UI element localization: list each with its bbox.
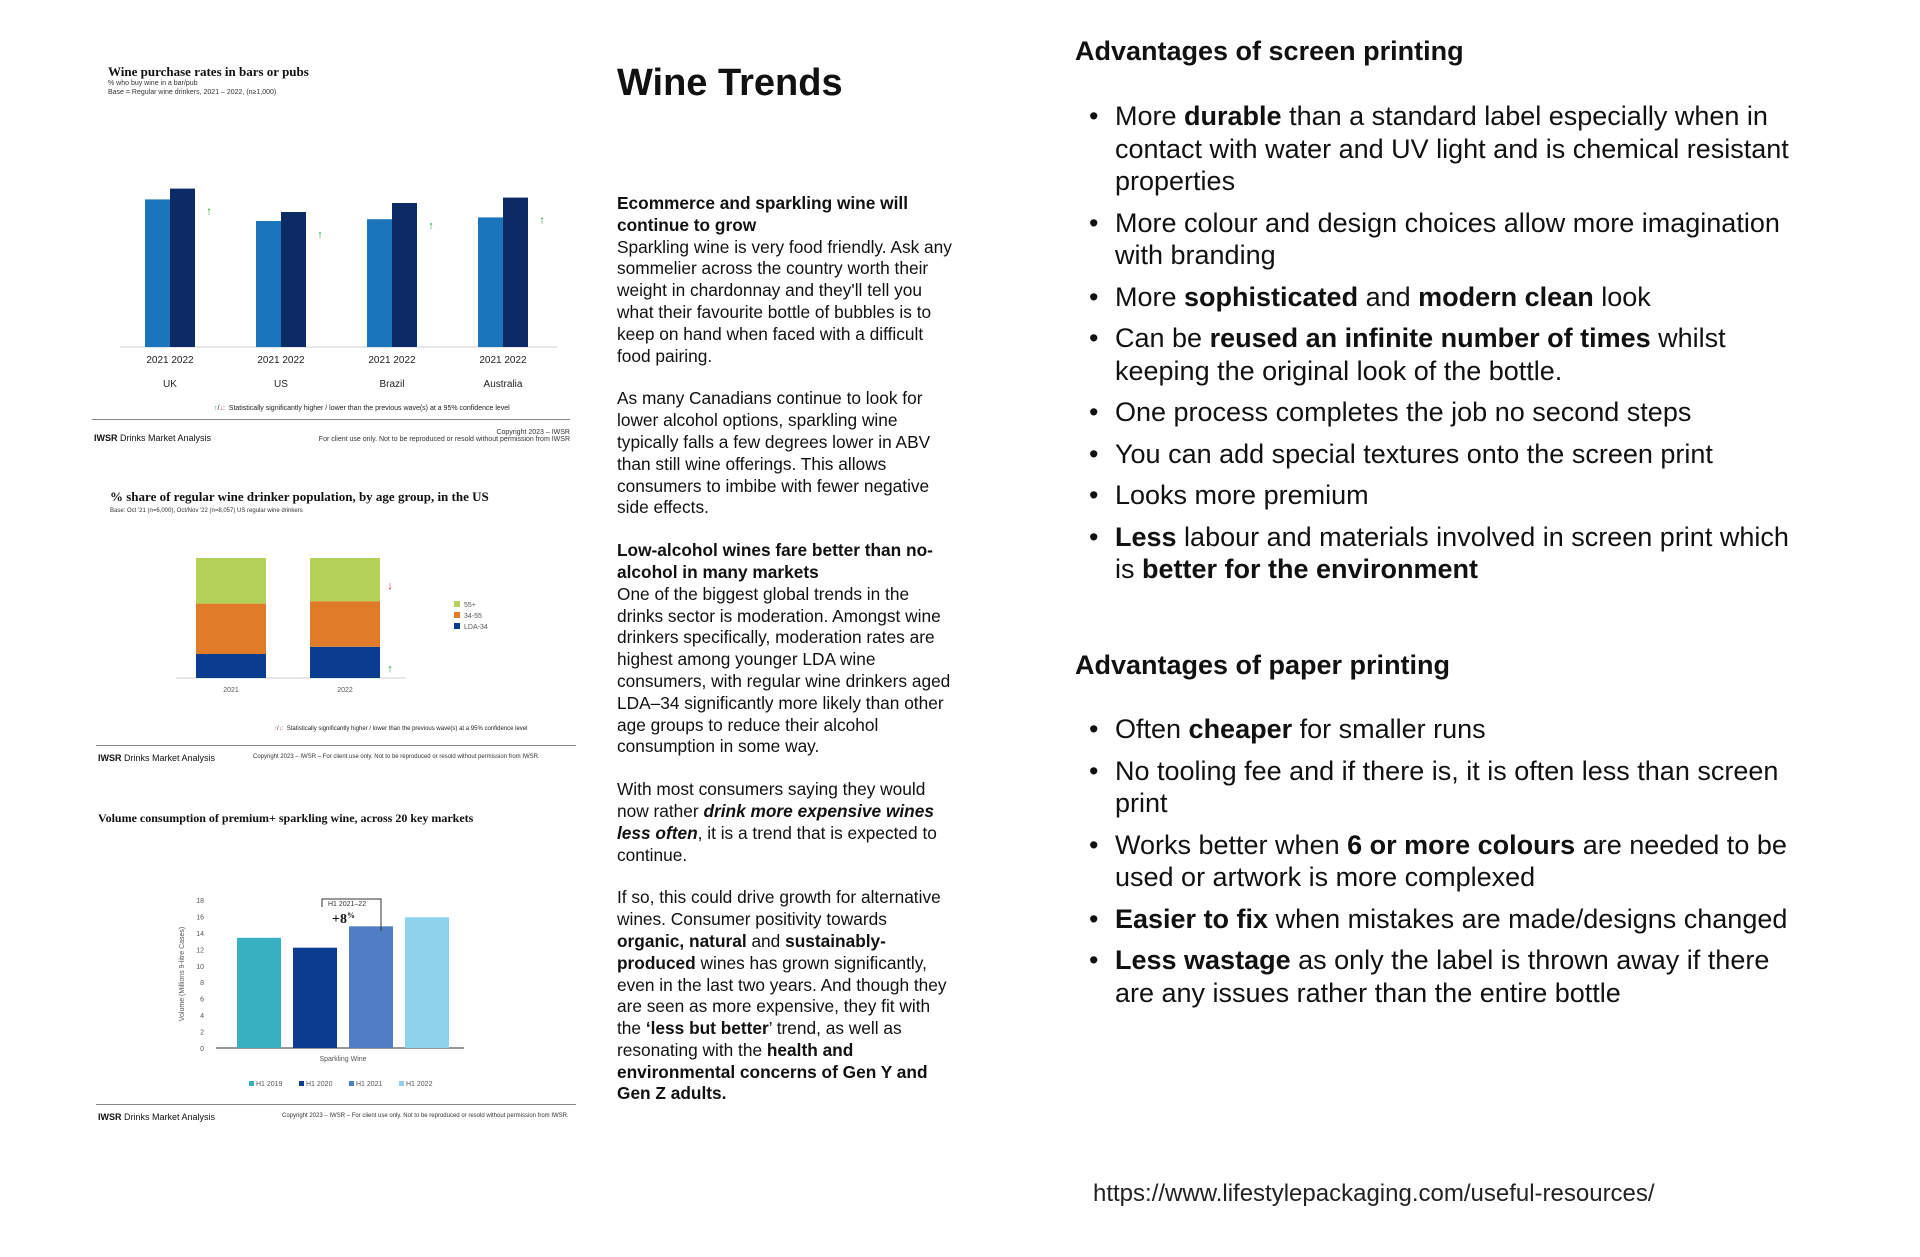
chart1-bar xyxy=(367,219,392,347)
paper-advantage-item xyxy=(1075,944,1795,1009)
chart3-legend-swatch xyxy=(249,1081,254,1086)
screen-advantage-item xyxy=(1075,207,1795,272)
chart1-significance-note: ↑/↓: Statistically significantly higher / lower than the previous wave(s) at a 95% confidence level xyxy=(214,405,510,412)
chart2-legend-swatch xyxy=(454,623,460,629)
chart2-rule xyxy=(96,745,576,746)
chart3-legend-label: H1 2021 xyxy=(356,1081,383,1088)
screen-advantage-item-text: durable xyxy=(1184,101,1282,131)
chart2-footer: IWSR Drinks Market Analysis xyxy=(98,753,216,763)
wine-trends-title: Wine Trends xyxy=(617,62,843,104)
screen-advantage-item xyxy=(1075,438,1795,471)
paper-advantage-item xyxy=(1075,903,1795,936)
paper-printing-list xyxy=(1075,713,1795,1018)
chart3-copyright: Copyright 2023 – IWSR – For client use only. Not to be reproduced or resold without permission from IWSR. xyxy=(282,1113,569,1119)
chart3-y-tick: 18 xyxy=(196,898,204,905)
chart-age-group-share xyxy=(96,486,576,768)
chart2-legend-label: 34-55 xyxy=(464,613,482,620)
screen-advantage-item-text: Less xyxy=(1115,521,1177,552)
screen-advantage-item-text: labour and materials involved in screen print which is xyxy=(1115,521,1789,584)
paper-printing-heading: Advantages of paper printing xyxy=(1075,650,1451,680)
chart1-bar xyxy=(281,212,306,347)
screen-advantage-item xyxy=(1075,322,1795,387)
screen-advantage-item-text: sophisticated xyxy=(1184,281,1359,312)
screen-advantage-item xyxy=(1075,479,1795,512)
paper-advantage-item-text: as only the label is thrown away if there are any issues rather than the entire bottle xyxy=(1115,945,1770,1008)
chart2-legend-swatch xyxy=(454,612,460,618)
paper-advantage-item-text: for smaller runs xyxy=(1292,714,1486,744)
chart2-significance-note: ↑/↓: Statistically significantly higher / lower than the previous wave(s) at a 95% confidence level xyxy=(274,726,528,732)
chart3-legend-swatch xyxy=(299,1081,304,1086)
chart2-down-arrow: ↓ xyxy=(387,580,393,592)
chart1-bar xyxy=(478,217,503,347)
paper-advantage-item-text: when mistakes are made/designs changed xyxy=(1268,903,1788,934)
chart3-callout-unit: % xyxy=(346,911,355,920)
chart3-legend-swatch xyxy=(399,1081,404,1086)
chart2-bar-segment xyxy=(310,601,380,647)
chart3-legend-swatch xyxy=(349,1081,354,1086)
chart2-legend-label: 55+ xyxy=(464,602,476,609)
chart1-year-label: 2022 xyxy=(171,355,194,366)
screen-advantage-item-text: More xyxy=(1115,101,1185,131)
paragraph-lower-alcohol: As many Canadians continue to look for lower alcohol options, sparkling wine typically falls a few degrees lower in ABV than still wine offerings. This allows consumers to imbibe with fewer negative side effects. xyxy=(617,388,931,518)
chart3-callout-value: +8% xyxy=(332,911,355,927)
chart1-up-arrow: ↑ xyxy=(206,205,212,218)
chart2-legend-swatch xyxy=(454,601,460,607)
chart-premium-sparkling-volume xyxy=(96,808,576,1128)
chart2-bar-segment xyxy=(196,558,266,604)
paper-advantage-item-text: No tooling fee and if there is, it is often less than screen print xyxy=(1115,755,1779,818)
chart1-up-arrow: ↑ xyxy=(317,229,323,241)
chart1-year-label: 2021 xyxy=(368,355,391,366)
chart1-category-label: Brazil xyxy=(379,379,405,390)
chart1-rule xyxy=(92,419,570,420)
chart2-bar-segment xyxy=(196,604,266,654)
chart2-category-label: 2022 xyxy=(337,687,353,694)
chart2-bar-segment xyxy=(196,654,266,678)
screen-advantage-item xyxy=(1075,396,1795,429)
paragraph-ecommerce: Ecommerce and sparkling wine will continue to grow Sparkling wine is very food friendly. Ask any sommelier across the country worth their weight in chardonnay and they'll tell you what their favourite bottle of bubbles is to keep on hand when faced with a difficult food pairing. xyxy=(617,193,952,366)
chart3-bar xyxy=(293,948,337,1048)
paragraph-alternative-wines: If so, this could drive growth for alternative wines. Consumer positivity towards organic, natural and sustainably-produced wines has grown significantly, even in the last two years. And though they are seen as more expensive, they fit with the ‘less but better’ trend, as well as resonating with the health and environmental concerns of Gen Y and Gen Z adults. xyxy=(617,887,947,1104)
screen-advantage-item-text: More xyxy=(1115,281,1185,312)
chart1-title: Wine purchase rates in bars or pubs xyxy=(108,64,309,79)
wine-trends-column xyxy=(617,62,957,1126)
paragraph-expensive-wines: With most consumers saying they would now rather drink more expensive wines less often, it is a trend that is expected to continue. xyxy=(617,779,937,865)
chart2-plot xyxy=(96,486,576,716)
chart3-legend-label: H1 2022 xyxy=(406,1081,433,1088)
chart3-y-tick: 6 xyxy=(200,996,204,1004)
chart1-year-label: 2022 xyxy=(504,355,527,366)
chart3-y-tick: 8 xyxy=(200,980,204,988)
screen-advantage-item-text: modern clean xyxy=(1418,281,1594,312)
chart3-y-tick: 0 xyxy=(200,1046,204,1053)
paper-advantage-item-text: Works better when xyxy=(1115,829,1348,860)
screen-advantage-item-text: One process completes the job no second steps xyxy=(1115,397,1692,427)
paper-advantage-item xyxy=(1075,713,1795,746)
chart1-year-label: 2021 xyxy=(479,355,502,366)
paper-advantage-item-text: Easier to fix xyxy=(1115,903,1269,934)
chart-wine-purchase-rates xyxy=(92,60,574,455)
chart3-legend-label: H1 2019 xyxy=(256,1081,283,1088)
source-url: https://www.lifestylepackaging.com/useful-resources/ xyxy=(1093,1180,1655,1206)
chart1-category-label: Australia xyxy=(483,379,523,390)
paper-advantage-item xyxy=(1075,755,1795,820)
chart3-y-tick: 14 xyxy=(196,930,204,938)
chart1-subtitle: % who buy wine in a bar/pub xyxy=(108,80,198,87)
paper-advantage-item-text: cheaper xyxy=(1188,714,1293,744)
screen-advantage-item-text: look xyxy=(1593,281,1651,312)
chart2-legend-label: LDA-34 xyxy=(464,624,488,631)
screen-printing-list xyxy=(1075,100,1795,595)
screen-advantage-item-text: Can be xyxy=(1115,323,1210,353)
chart3-y-tick: 4 xyxy=(200,1013,204,1021)
screen-advantage-item-text: than a standard label especially when in contact with water and UV light and is chemical resistant properties xyxy=(1115,101,1789,196)
chart1-year-label: 2022 xyxy=(393,355,416,366)
chart3-y-tick: 16 xyxy=(196,914,204,922)
chart3-legend-label: H1 2020 xyxy=(306,1081,333,1088)
paper-advantage-item-text: Less wastage xyxy=(1115,945,1291,975)
chart3-y-axis-label: Volume (Millions 9-litre Cases) xyxy=(179,926,186,1022)
chart3-title: Volume consumption of premium+ sparkling wine, across 20 key markets xyxy=(98,811,474,825)
paper-advantage-item-text: 6 or more colours xyxy=(1347,829,1576,860)
chart1-copyright: Copyright 2023 – IWSR For client use only. Not to be reproduced or resold without permission from IWSR xyxy=(318,429,570,443)
chart3-footer: IWSR Drinks Market Analysis xyxy=(98,1112,216,1122)
chart1-plot xyxy=(92,60,574,400)
chart3-plot xyxy=(96,808,576,1098)
chart1-category-label: UK xyxy=(163,379,177,390)
chart2-bar-segment xyxy=(310,558,380,601)
chart1-bar xyxy=(392,203,417,347)
chart1-year-label: 2022 xyxy=(282,355,305,366)
chart3-callout-label: H1 2021–22 xyxy=(328,901,367,908)
chart2-bar-segment xyxy=(310,647,380,678)
chart1-base: Base = Regular wine drinkers, 2021 – 2022, (n≥1,000) xyxy=(108,89,277,96)
chart2-copyright: Copyright 2023 – IWSR – For client use only. Not to be reproduced or resold without permission from IWSR. xyxy=(253,754,540,760)
chart2-category-label: 2021 xyxy=(223,687,239,694)
chart1-category-label: US xyxy=(274,379,288,390)
paper-advantage-item-text: Often xyxy=(1115,714,1189,744)
screen-advantage-item-text: whilst keeping the original look of the bottle. xyxy=(1115,323,1726,386)
chart3-y-tick: 12 xyxy=(196,947,204,955)
chart1-year-label: 2021 xyxy=(257,355,280,366)
screen-advantage-item-text: and xyxy=(1358,281,1419,312)
chart2-title: % share of regular wine drinker population, by age group, in the US xyxy=(110,489,489,504)
screen-advantage-item-text: You can add special textures onto the screen print xyxy=(1115,438,1713,469)
chart1-bar xyxy=(170,189,195,347)
chart3-rule xyxy=(96,1104,576,1105)
chart1-footer: IWSR Drinks Market Analysis xyxy=(94,433,212,443)
chart2-base: Base: Oct '21 (n=6,000), Oct/Nov '22 (n=8,057) US regular wine drinkers xyxy=(110,508,303,514)
paper-advantage-item xyxy=(1075,829,1795,894)
chart1-bar xyxy=(256,221,281,347)
screen-advantage-item-text: reused an infinite number of times xyxy=(1209,323,1651,353)
chart1-up-arrow: ↑ xyxy=(428,220,434,232)
chart1-bar xyxy=(145,199,170,347)
chart3-bar xyxy=(349,926,393,1048)
paragraph-low-alcohol-wines: Low-alcohol wines fare better than no-alcohol in many markets One of the biggest global trends in the drinks sector is moderation. Amongst wine drinkers specifically, moderation rates are highest among younger LDA wine consumers, with regular wine drinkers aged LDA–34 significantly more likely than other age groups to reduce their alcohol consumption in some way. xyxy=(617,540,951,757)
chart2-up-arrow: ↑ xyxy=(387,663,393,675)
chart1-up-arrow: ↑ xyxy=(539,214,545,227)
chart3-bar xyxy=(237,938,281,1048)
chart3-x-axis-label: Sparkling Wine xyxy=(319,1056,367,1063)
screen-advantage-item xyxy=(1075,281,1795,314)
chart1-year-label: 2021 xyxy=(146,355,169,366)
chart3-y-tick: 2 xyxy=(200,1029,204,1037)
paper-advantage-item-text: are needed to be used or artwork is more complexed xyxy=(1115,829,1787,892)
screen-advantage-item-text: better for the environment xyxy=(1142,554,1479,584)
chart3-y-tick: 10 xyxy=(196,963,204,971)
screen-advantage-item xyxy=(1075,100,1795,198)
chart3-bar xyxy=(405,917,449,1048)
screen-printing-heading: Advantages of screen printing xyxy=(1075,36,1464,66)
screen-advantage-item-text: More colour and design choices allow more imagination with branding xyxy=(1115,207,1780,270)
chart1-bar xyxy=(503,198,528,347)
screen-advantage-item xyxy=(1075,521,1795,586)
screen-advantage-item-text: Looks more premium xyxy=(1115,480,1369,510)
